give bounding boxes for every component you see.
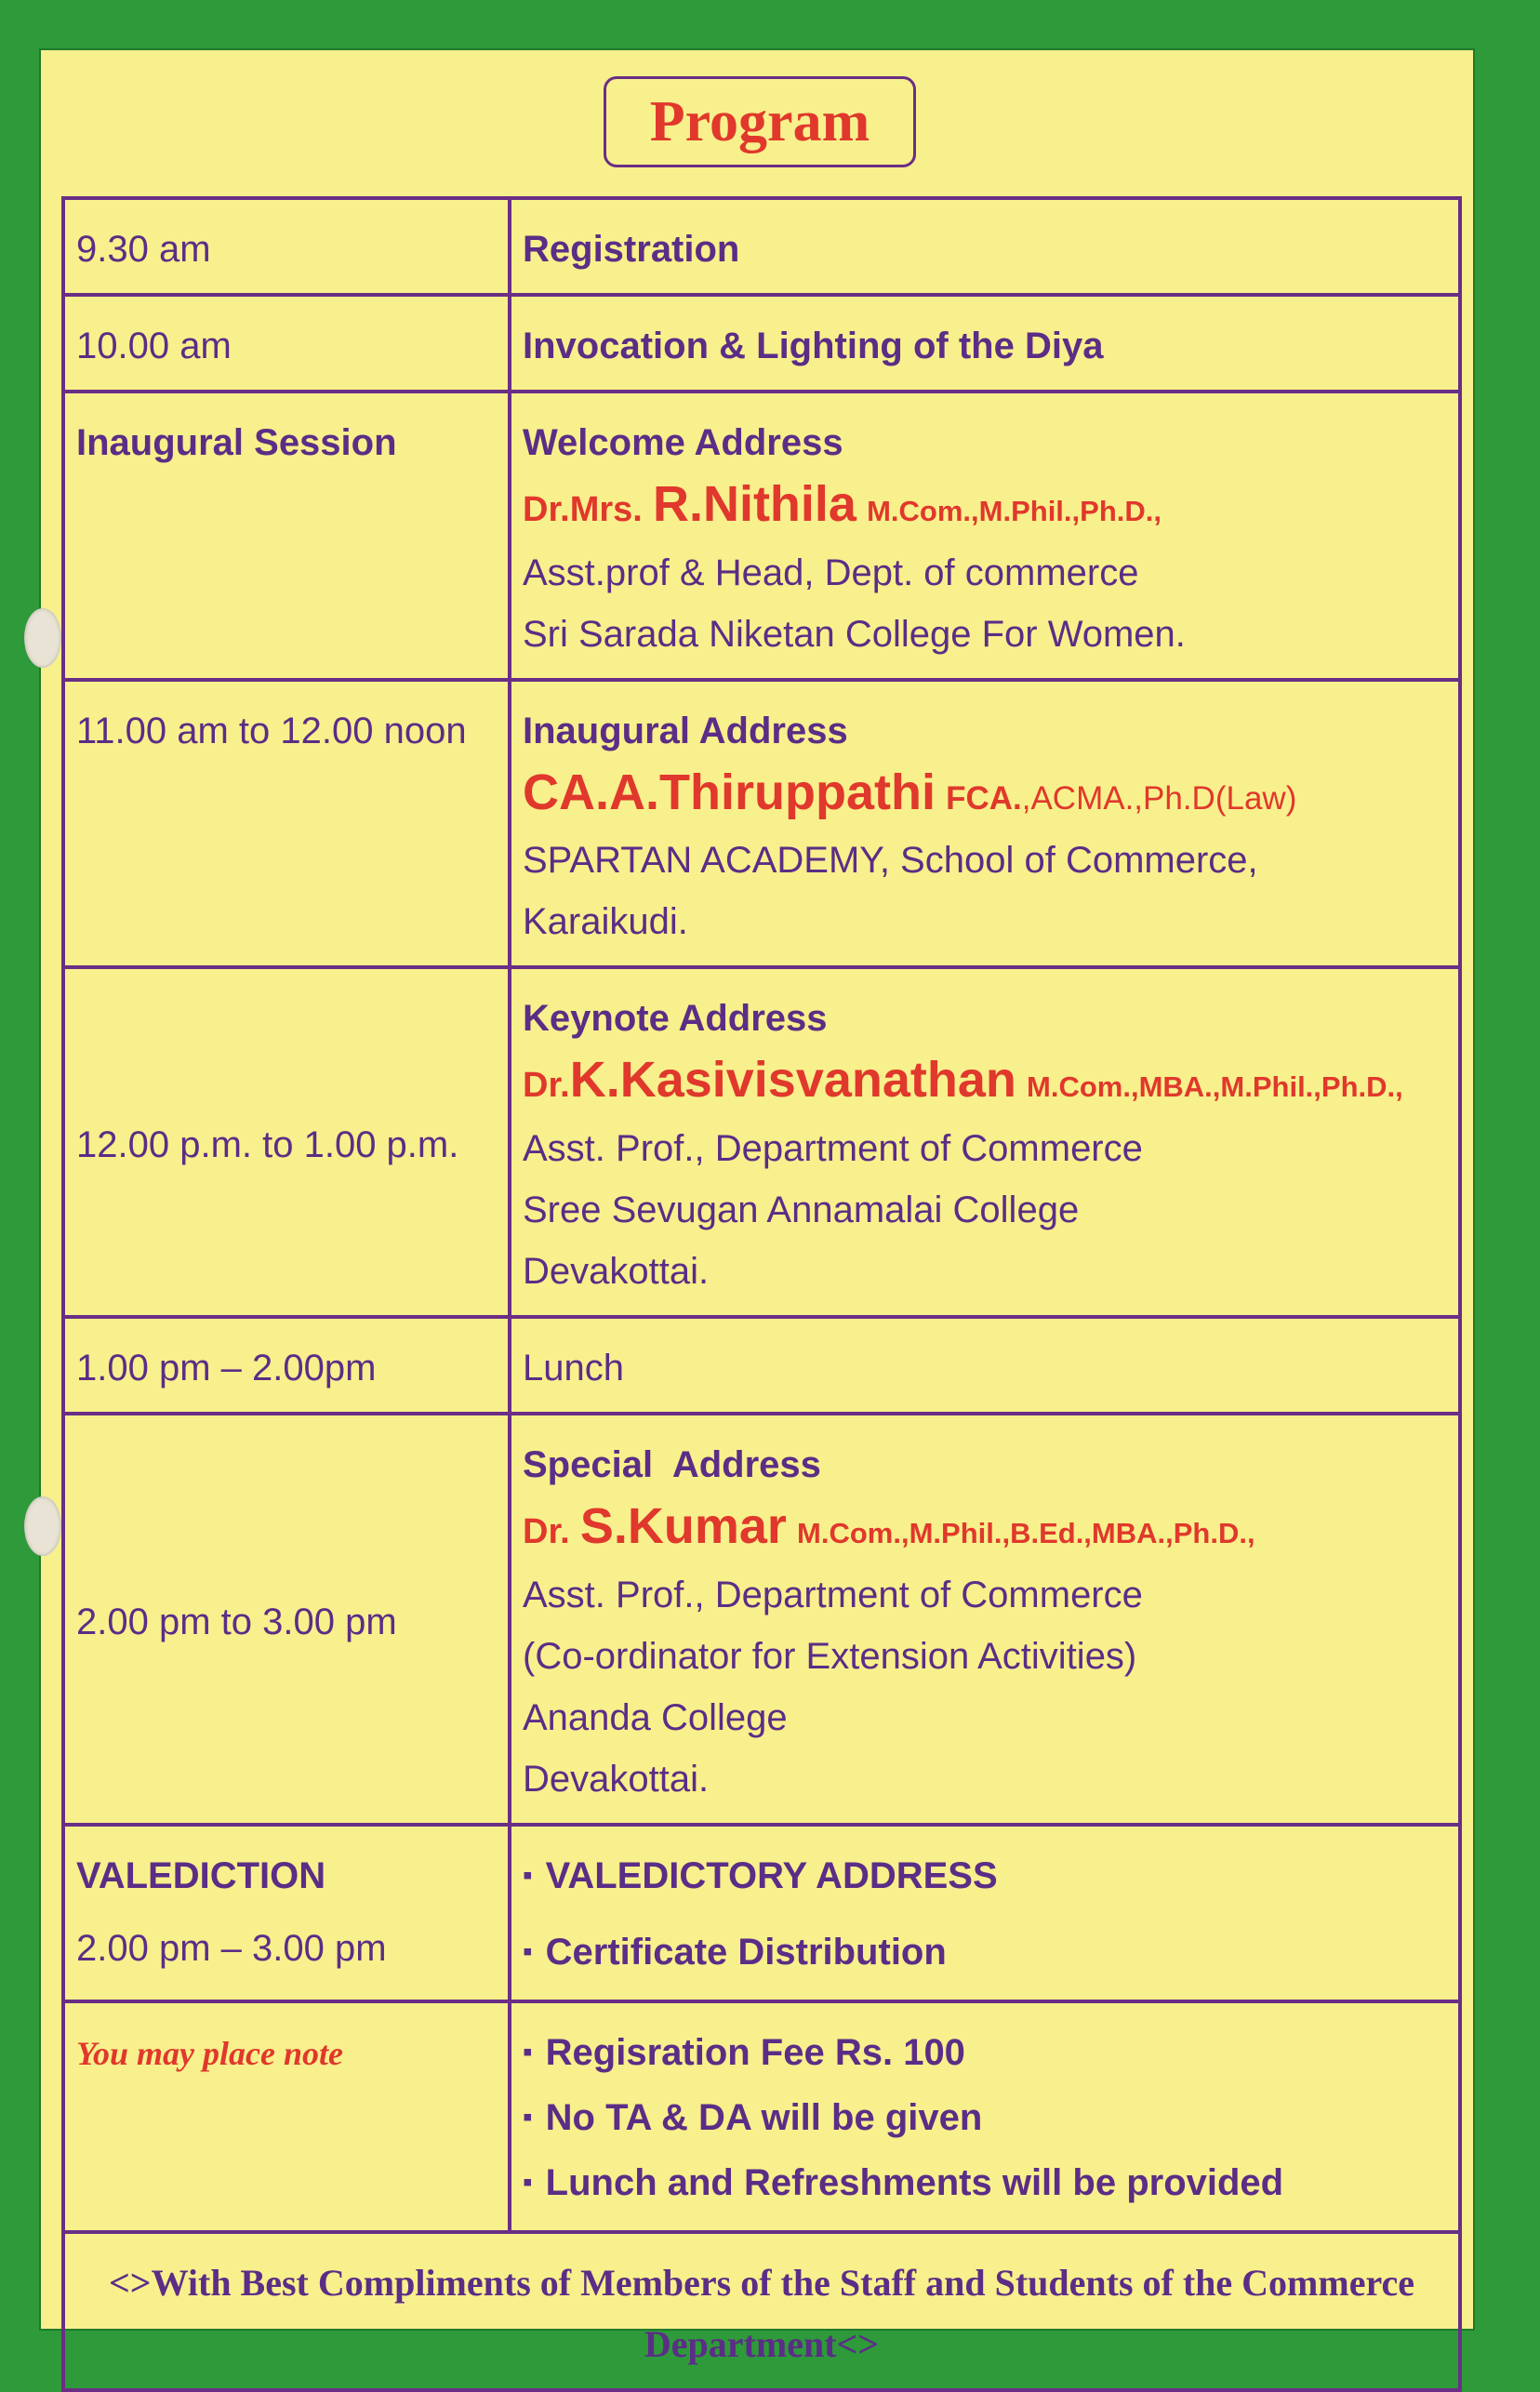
speaker-line	[523, 473, 1447, 542]
table-row	[63, 967, 1460, 1317]
speaker-prefix: Dr.	[523, 1512, 570, 1551]
speaker-degrees: M.Com.,M.Phil.,Ph.D.,	[867, 495, 1162, 527]
speaker-degrees: M.Com.,MBA.,M.Phil.,Ph.D.,	[1027, 1070, 1403, 1103]
speaker-name: CA.A.Thiruppathi	[523, 764, 936, 820]
event-cell	[510, 1825, 1460, 2001]
note-label: You may place note	[76, 2035, 343, 2072]
table-row	[63, 1414, 1460, 1825]
speaker-detail: SPARTAN ACADEMY, School of Commerce,	[523, 840, 1258, 881]
table-row	[63, 1825, 1460, 2001]
speaker-degrees: ,ACMA.,Ph.D(Law)	[1021, 780, 1297, 817]
table-row	[63, 2001, 1460, 2232]
speaker-detail: Karaikudi.	[523, 901, 688, 942]
speaker-detail: Devakottai.	[523, 1759, 710, 1800]
page-title: Program	[604, 76, 916, 167]
bullet-item: ▪ Certificate Distribution	[523, 1921, 1447, 1987]
bullet-item: ▪ Regisration Fee Rs. 100	[523, 2022, 1447, 2087]
time-cell	[63, 1825, 510, 2001]
event-heading: Keynote Address	[523, 998, 828, 1039]
event-heading: Special Address	[523, 1444, 821, 1485]
speaker-detail: Asst.prof & Head, Dept. of commerce	[523, 552, 1139, 593]
speaker-detail: Devakottai.	[523, 1251, 710, 1292]
bullet-item: ▪ Lunch and Refreshments will be provided	[523, 2152, 1447, 2217]
event-cell	[510, 967, 1460, 1317]
table-row	[63, 295, 1460, 392]
event-cell	[510, 680, 1460, 967]
table-row	[63, 392, 1460, 680]
speaker-degrees-bold: FCA.	[946, 780, 1022, 817]
event-cell	[510, 392, 1460, 680]
time-cell: Inaugural Session	[63, 392, 510, 680]
time-cell: 9.30 am	[63, 198, 510, 295]
valediction-label: VALEDICTION	[76, 1855, 326, 1896]
valediction-time: 2.00 pm – 3.00 pm	[76, 1928, 387, 1969]
time-cell: 11.00 am to 12.00 noon	[63, 680, 510, 967]
event-cell: Lunch	[510, 1317, 1460, 1414]
program-table	[61, 196, 1462, 2392]
speaker-line	[523, 1049, 1447, 1118]
speaker-detail: Ananda College	[523, 1697, 788, 1738]
time-cell: 1.00 pm – 2.00pm	[63, 1317, 510, 1414]
speaker-prefix: Dr.Mrs.	[523, 490, 643, 529]
event-cell: Registration	[510, 198, 1460, 295]
table-row	[63, 680, 1460, 967]
table-row	[63, 198, 1460, 295]
table-row	[63, 2232, 1460, 2390]
bullet-item: ▪ No TA & DA will be given	[523, 2087, 1447, 2152]
event-heading: Inaugural Address	[523, 711, 848, 751]
speaker-line	[523, 1495, 1447, 1564]
punch-hole	[24, 608, 61, 668]
event-heading: Welcome Address	[523, 422, 843, 463]
time-cell: 2.00 pm to 3.00 pm	[63, 1414, 510, 1825]
event-cell	[510, 2001, 1460, 2232]
speaker-detail: Sree Sevugan Annamalai College	[523, 1189, 1080, 1230]
speaker-name: R.Nithila	[652, 476, 856, 532]
speaker-name: S.Kumar	[579, 1498, 787, 1554]
table-row	[63, 1317, 1460, 1414]
speaker-detail: Asst. Prof., Department of Commerce	[523, 1575, 1143, 1615]
event-cell	[510, 1414, 1460, 1825]
time-cell	[63, 2001, 510, 2232]
event-cell: Invocation & Lighting of the Diya	[510, 295, 1460, 392]
speaker-detail: Sri Sarada Niketan College For Women.	[523, 614, 1186, 655]
footer-text: <>With Best Compliments of Members of the Staff and Students of the Commerce Department<>	[63, 2232, 1460, 2390]
speaker-prefix: Dr.	[523, 1066, 570, 1105]
bullet-item: ▪ VALEDICTORY ADDRESS	[523, 1845, 1447, 1910]
speaker-degrees: M.Com.,M.Phil.,B.Ed.,MBA.,Ph.D.,	[797, 1517, 1255, 1549]
speaker-detail: (Co-ordinator for Extension Activities)	[523, 1636, 1137, 1677]
time-cell: 12.00 p.m. to 1.00 p.m.	[63, 967, 510, 1317]
speaker-line	[523, 762, 1447, 830]
punch-hole	[24, 1496, 61, 1556]
speaker-name: K.Kasivisvanathan	[569, 1052, 1016, 1108]
time-cell: 10.00 am	[63, 295, 510, 392]
speaker-detail: Asst. Prof., Department of Commerce	[523, 1128, 1143, 1169]
program-card	[41, 50, 1473, 2365]
